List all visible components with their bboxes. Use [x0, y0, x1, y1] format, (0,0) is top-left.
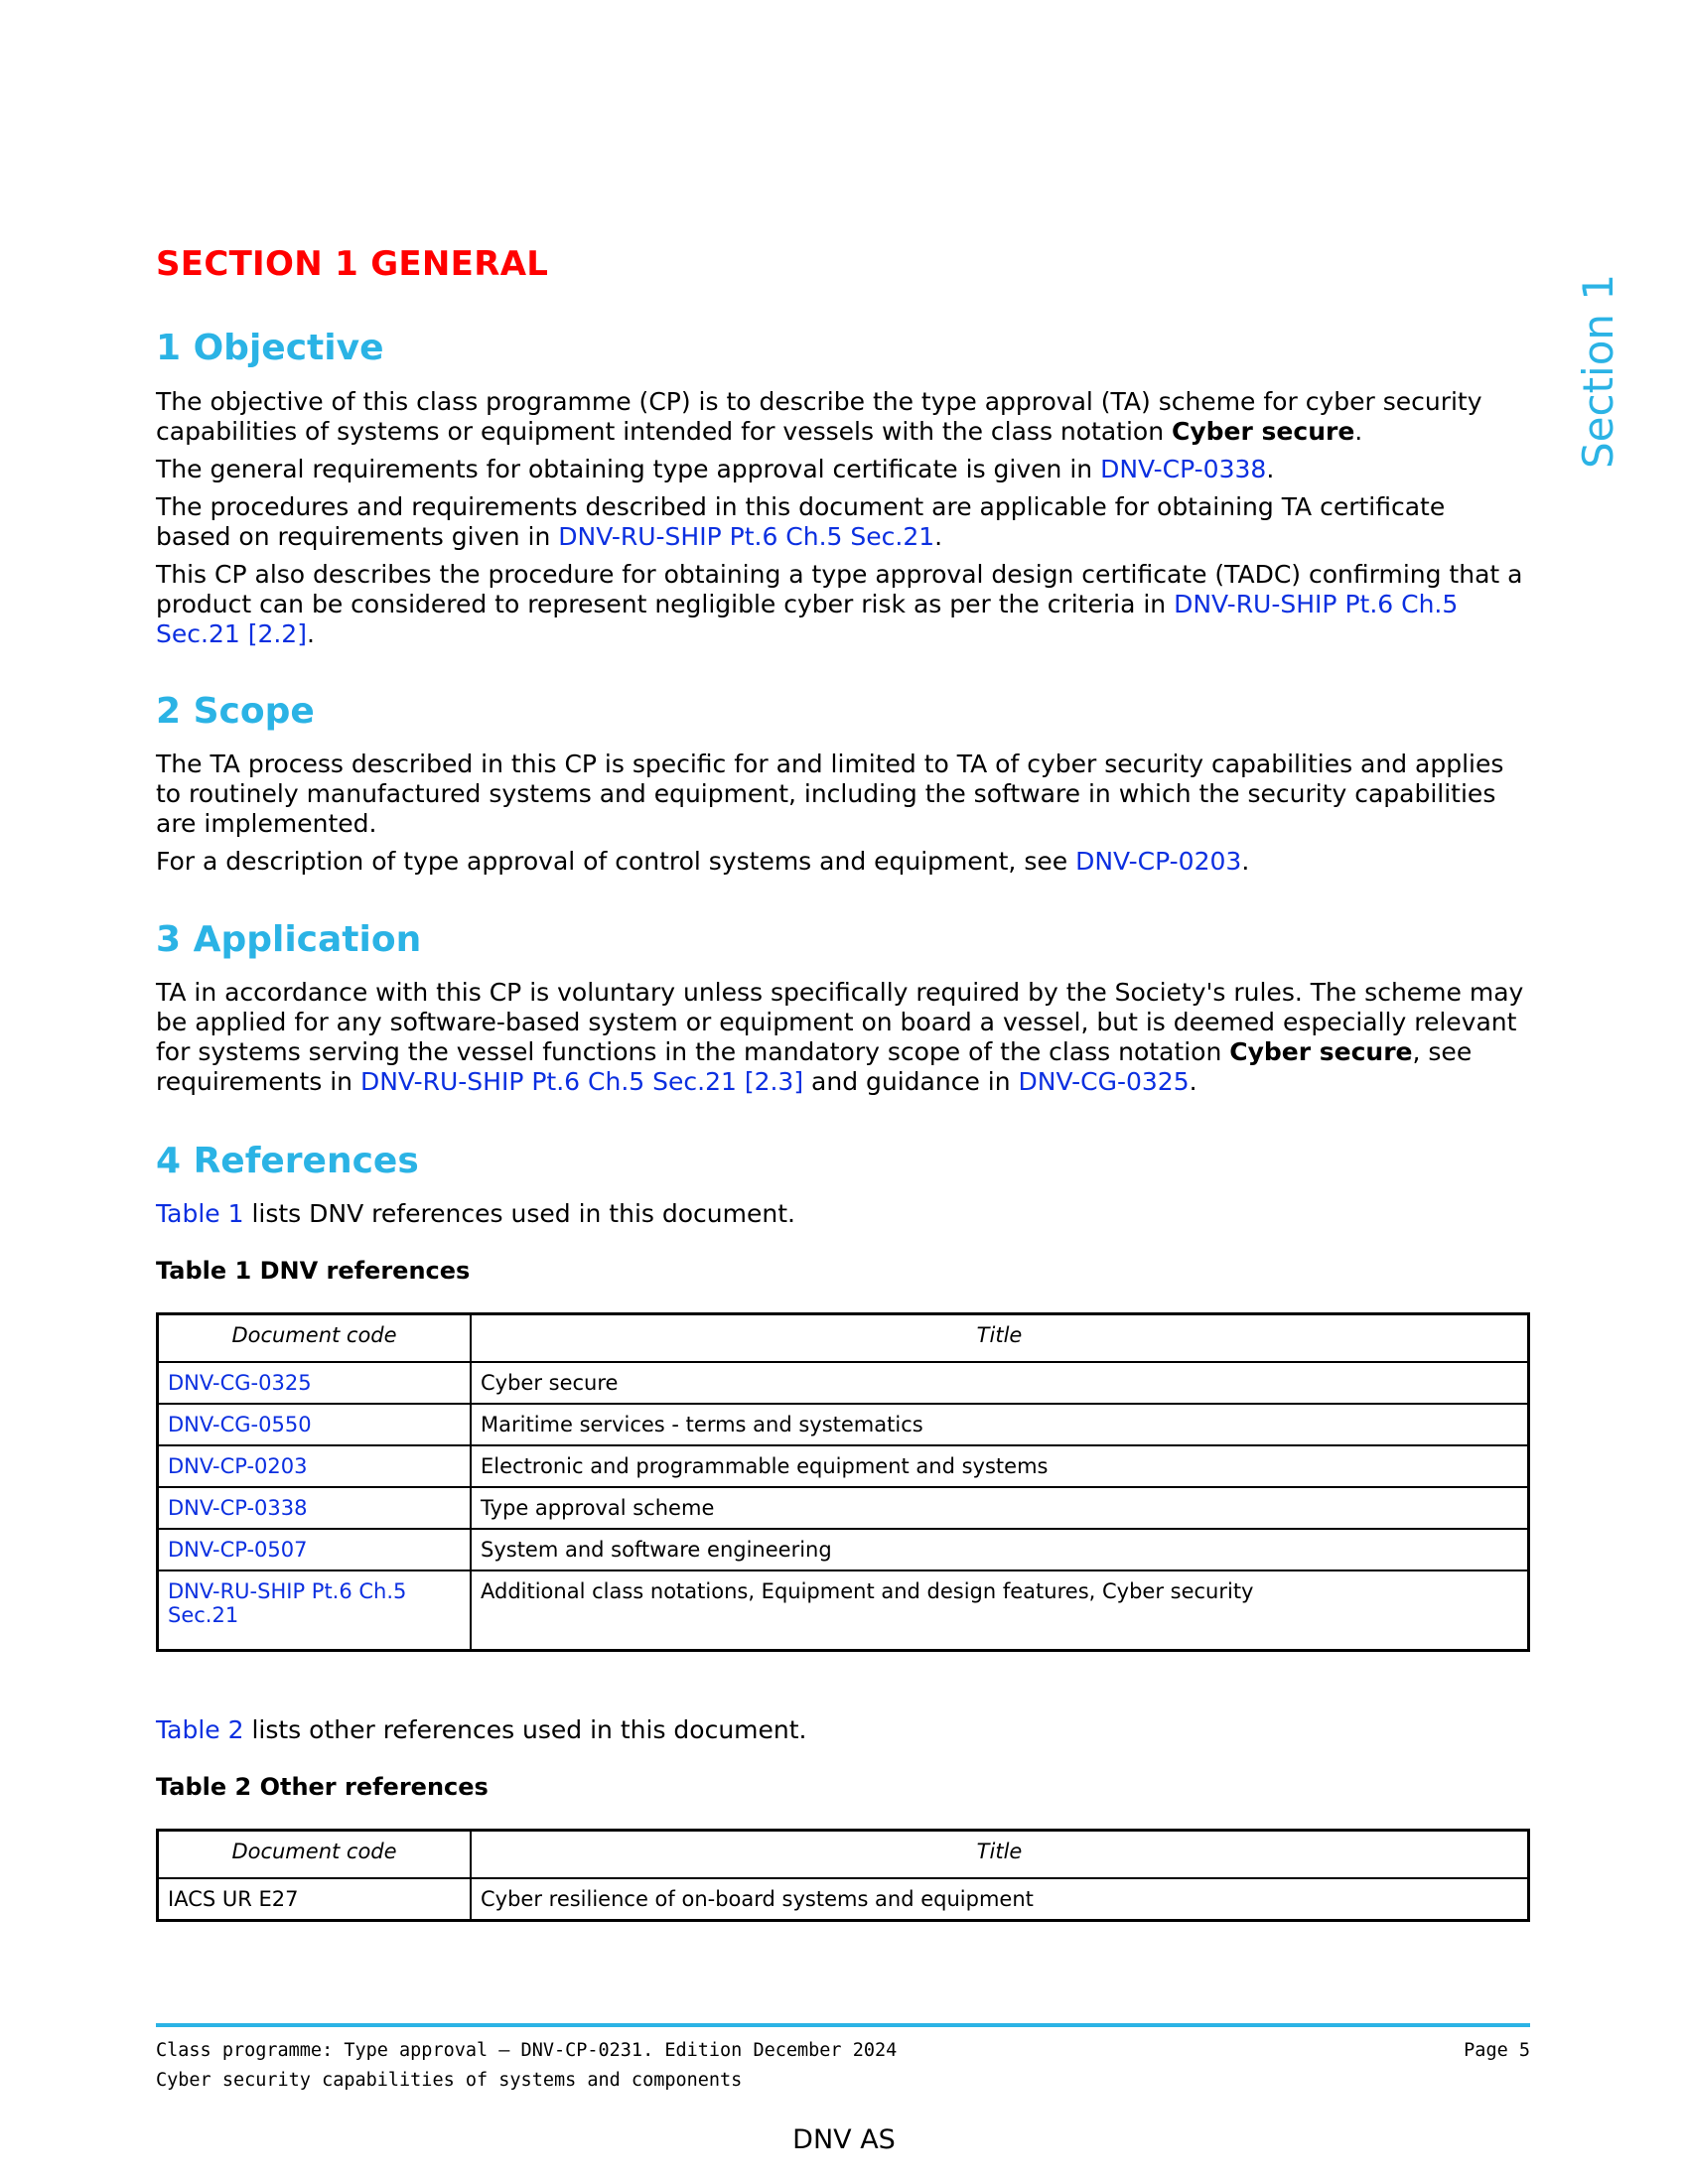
text: The general requirements for obtaining type approval certificate is given in [156, 455, 1101, 483]
table-row [158, 1445, 1529, 1487]
footer-document-line: Class programme: Type approval — DNV-CP-0231. Edition December 2024 [156, 2040, 898, 2061]
link-dnv-ru-ship-sec21-2-2[interactable]: DNV-RU-SHIP Pt.6 Ch.5 Sec.21 [2.2] [156, 590, 1459, 648]
document-title: Type approval scheme [471, 1487, 1529, 1529]
text: . [1354, 417, 1363, 446]
application-paragraph-1 [156, 978, 1526, 1097]
document-code-link[interactable]: DNV-CP-0203 [158, 1445, 472, 1487]
document-code: IACS UR E27 [158, 1878, 472, 1921]
document-code-link[interactable]: DNV-CG-0325 [158, 1362, 472, 1404]
text: lists DNV references used in this document. [243, 1199, 795, 1228]
footer-rule [156, 2023, 1530, 2027]
text: and guidance in [803, 1067, 1019, 1096]
text: For a description of type approval of control systems and equipment, see [156, 847, 1076, 876]
link-table-1[interactable]: Table 1 [156, 1199, 244, 1228]
document-code-link[interactable]: DNV-CG-0550 [158, 1404, 472, 1445]
document-title: Electronic and programmable equipment and systems [471, 1445, 1529, 1487]
text: . [306, 619, 315, 648]
text: . [934, 522, 943, 551]
footer-page-number: Page 5 [1464, 2040, 1530, 2061]
document-code-link[interactable]: DNV-CP-0507 [158, 1529, 472, 1570]
document-code-link[interactable]: DNV-RU-SHIP Pt.6 Ch.5 Sec.21 [158, 1570, 472, 1651]
table-header-row [158, 1314, 1529, 1363]
document-title: Cyber secure [471, 1362, 1529, 1404]
text: The procedures and requirements described in this document are applicable for obtaining TA certificate based on requirements given in [156, 492, 1446, 551]
text: . [1241, 847, 1250, 876]
link-dnv-ru-ship-sec21[interactable]: DNV-RU-SHIP Pt.6 Ch.5 Sec.21 [558, 522, 935, 551]
link-table-2[interactable]: Table 2 [156, 1715, 244, 1744]
table-2-caption: Table 2 Other references [156, 1773, 489, 1801]
column-header-document-code: Document code [158, 1314, 472, 1363]
link-dnv-ru-ship-sec21-2-3[interactable]: DNV-RU-SHIP Pt.6 Ch.5 Sec.21 [2.3] [359, 1067, 804, 1096]
link-dnv-cp-0203[interactable]: DNV-CP-0203 [1075, 847, 1242, 876]
notation-cyber-secure: Cyber secure [1172, 417, 1355, 446]
scope-paragraph-1: The TA process described in this CP is specific for and limited to TA of cyber security capabilities and applies to routinely manufactured systems and equipment, including the software in which the security capabilities are implemented. [156, 750, 1504, 838]
objective-paragraph-1 [156, 387, 1526, 447]
text: lists other references used in this document. [243, 1715, 807, 1744]
section-title: SECTION 1 GENERAL [156, 244, 549, 284]
column-header-document-code: Document code [158, 1831, 472, 1879]
table-row [158, 1404, 1529, 1445]
references-intro-1 [156, 1199, 1526, 1229]
section-side-tab: Section 1 [1574, 273, 1622, 469]
document-code-link[interactable]: DNV-CP-0338 [158, 1487, 472, 1529]
heading-references: 4 References [156, 1141, 419, 1181]
notation-cyber-secure: Cyber secure [1229, 1037, 1413, 1066]
text: . [1189, 1067, 1197, 1096]
document-title: Maritime services - terms and systematics [471, 1404, 1529, 1445]
text: TA in accordance with this CP is voluntary unless specifically required by the Society's rules. The scheme may be applied for any software-based system or equipment on board a vessel, but is deemed especially relevant for systems serving the vessel functions in the mandatory scope of the class notation [156, 978, 1524, 1066]
document-title: Cyber resilience of on-board systems and equipment [471, 1878, 1529, 1921]
objective-paragraph-3 [156, 492, 1526, 552]
heading-scope: 2 Scope [156, 691, 315, 732]
column-header-title: Title [471, 1314, 1529, 1363]
table-header-row [158, 1831, 1529, 1879]
text: The objective of this class programme (CP) is to describe the type approval (TA) scheme for cyber security capabilities of systems or equipment intended for vessels with the class notation [156, 387, 1482, 446]
table-row [158, 1529, 1529, 1570]
table-row [158, 1487, 1529, 1529]
objective-paragraph-4 [156, 560, 1526, 649]
references-intro-2 [156, 1715, 1526, 1745]
footer-subtitle-line: Cyber security capabilities of systems and components [156, 2070, 743, 2091]
text: This CP also describes the procedure for obtaining a type approval design certificate (TADC) confirming that a product can be considered to represent negligible cyber risk as per the criteria in [156, 560, 1523, 618]
table-row [158, 1362, 1529, 1404]
link-dnv-cp-0338[interactable]: DNV-CP-0338 [1100, 455, 1267, 483]
objective-paragraph-2 [156, 455, 1526, 484]
heading-objective: 1 Objective [156, 328, 384, 368]
footer-company: DNV AS [792, 2124, 896, 2155]
document-title: Additional class notations, Equipment and design features, Cyber security [471, 1570, 1529, 1651]
table-1-caption: Table 1 DNV references [156, 1257, 471, 1285]
text: . [1266, 455, 1275, 483]
document-title: System and software engineering [471, 1529, 1529, 1570]
table-row [158, 1570, 1529, 1651]
text: , see requirements in [156, 1037, 1473, 1096]
scope-paragraph-2 [156, 847, 1526, 877]
link-dnv-cg-0325[interactable]: DNV-CG-0325 [1018, 1067, 1190, 1096]
column-header-title: Title [471, 1831, 1529, 1879]
table-row [158, 1878, 1529, 1921]
heading-application: 3 Application [156, 919, 422, 960]
table-other-references [156, 1829, 1530, 1922]
table-dnv-references [156, 1312, 1530, 1652]
